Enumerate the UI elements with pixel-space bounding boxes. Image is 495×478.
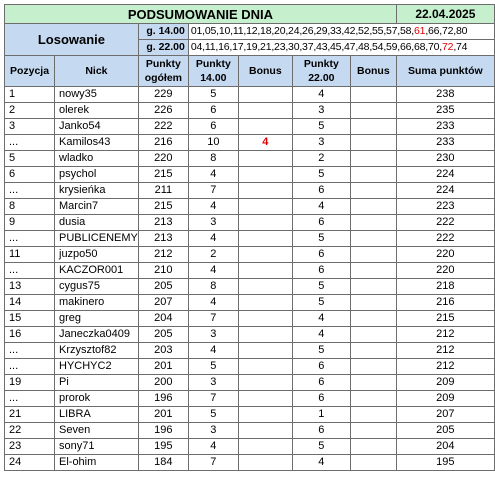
points-14-cell: 4 [188,295,238,311]
points-14-cell: 7 [188,183,238,199]
draw2-time: g. 22.00 [138,40,188,56]
position-cell: 3 [5,119,55,135]
bonus-14-cell: 4 [238,135,292,151]
points-total-cell: 213 [138,215,188,231]
nick-cell: LIBRA [55,407,139,423]
sum-cell: 209 [396,375,494,391]
points-total-cell: 201 [138,359,188,375]
table-row [5,263,495,279]
draw2-highlight-number: 72 [442,41,454,53]
table-row [5,183,495,199]
col-header-points-14: Punkty 14.00 [188,56,238,87]
position-cell: 8 [5,199,55,215]
position-cell: 11 [5,247,55,263]
sum-cell: 233 [396,135,494,151]
bonus-22-cell [350,343,396,359]
points-14-cell: 2 [188,247,238,263]
table-row [5,407,495,423]
points-22-cell: 6 [292,263,350,279]
table-row [5,167,495,183]
table-row [5,199,495,215]
bonus-22-cell [350,183,396,199]
bonus-14-cell [238,231,292,247]
position-cell: 6 [5,167,55,183]
table-row [5,423,495,439]
points-total-cell: 220 [138,151,188,167]
page-title: PODSUMOWANIE DNIA [5,5,397,24]
points-14-cell: 7 [188,311,238,327]
points-14-cell: 4 [188,439,238,455]
table-row [5,455,495,471]
points-22-cell: 5 [292,439,350,455]
bonus-14-cell [238,295,292,311]
points-14-cell: 5 [188,407,238,423]
position-cell: ... [5,391,55,407]
nick-cell: Krzysztof82 [55,343,139,359]
bonus-22-cell [350,167,396,183]
sum-cell: 222 [396,215,494,231]
bonus-22-cell [350,439,396,455]
position-cell: 16 [5,327,55,343]
position-cell: 22 [5,423,55,439]
points-total-cell: 205 [138,279,188,295]
report-date: 22.04.2025 [396,5,494,24]
points-22-cell: 4 [292,199,350,215]
points-22-cell: 6 [292,375,350,391]
bonus-22-cell [350,327,396,343]
col-header-bonus-14: Bonus [238,56,292,87]
draw1-numbers: 01,05,10,11,12,18,20,24,26,29,33,42,52,55,57,58,61,66,72,80 [188,24,494,40]
sum-cell: 224 [396,167,494,183]
position-cell: 19 [5,375,55,391]
summary-table [4,4,495,471]
table-row [5,247,495,263]
sum-cell: 218 [396,279,494,295]
bonus-14-cell [238,311,292,327]
table-row [5,343,495,359]
nick-cell: Pi [55,375,139,391]
bonus-22-cell [350,375,396,391]
position-cell: 14 [5,295,55,311]
points-total-cell: 204 [138,311,188,327]
bonus-14-cell [238,119,292,135]
bonus-22-cell [350,119,396,135]
bonus-22-cell [350,311,396,327]
bonus-14-cell [238,247,292,263]
sum-cell: 222 [396,231,494,247]
points-14-cell: 4 [188,199,238,215]
points-14-cell: 10 [188,135,238,151]
draw1-highlight-number: 61 [414,25,426,37]
sum-cell: 195 [396,455,494,471]
nick-cell: olerek [55,103,139,119]
bonus-14-cell [238,167,292,183]
col-header-bonus-22: Bonus [350,56,396,87]
table-row [5,135,495,151]
sum-cell: 220 [396,263,494,279]
points-22-cell: 6 [292,215,350,231]
position-cell: ... [5,183,55,199]
bonus-14-cell [238,359,292,375]
nick-cell: greg [55,311,139,327]
bonus-22-cell [350,135,396,151]
points-14-cell: 4 [188,263,238,279]
points-22-cell: 6 [292,423,350,439]
table-row [5,119,495,135]
points-total-cell: 203 [138,343,188,359]
bonus-22-cell [350,359,396,375]
points-22-cell: 6 [292,359,350,375]
position-cell: 2 [5,103,55,119]
sum-cell: 216 [396,295,494,311]
sum-cell: 212 [396,359,494,375]
table-row [5,279,495,295]
sum-cell: 220 [396,247,494,263]
nick-cell: Janeczka0409 [55,327,139,343]
points-total-cell: 210 [138,263,188,279]
points-total-cell: 215 [138,167,188,183]
bonus-14-cell [238,279,292,295]
nick-cell: sony71 [55,439,139,455]
table-row [5,231,495,247]
points-22-cell: 3 [292,135,350,151]
nick-cell: Kamilos43 [55,135,139,151]
nick-cell: HYCHYC2 [55,359,139,375]
bonus-22-cell [350,231,396,247]
table-row [5,359,495,375]
points-22-cell: 5 [292,343,350,359]
bonus-22-cell [350,279,396,295]
bonus-14-cell [238,151,292,167]
points-22-cell: 6 [292,247,350,263]
points-22-cell: 5 [292,231,350,247]
points-14-cell: 4 [188,167,238,183]
table-row [5,391,495,407]
bonus-14-cell [238,87,292,103]
points-22-cell: 6 [292,391,350,407]
table-row [5,327,495,343]
points-total-cell: 205 [138,327,188,343]
points-22-cell: 5 [292,167,350,183]
sum-cell: 207 [396,407,494,423]
table-row [5,215,495,231]
sum-cell: 209 [396,391,494,407]
sum-cell: 215 [396,311,494,327]
points-14-cell: 6 [188,103,238,119]
points-14-cell: 7 [188,391,238,407]
points-14-cell: 3 [188,375,238,391]
bonus-14-cell [238,263,292,279]
points-14-cell: 6 [188,119,238,135]
points-total-cell: 211 [138,183,188,199]
draw1-time: g. 14.00 [138,24,188,40]
col-header-nick: Nick [55,56,139,87]
nick-cell: Seven [55,423,139,439]
points-22-cell: 3 [292,103,350,119]
points-total-cell: 196 [138,423,188,439]
points-14-cell: 4 [188,231,238,247]
nick-cell: Janko54 [55,119,139,135]
sum-cell: 238 [396,87,494,103]
position-cell: 5 [5,151,55,167]
nick-cell: KACZOR001 [55,263,139,279]
column-header-row [5,56,495,87]
points-total-cell: 201 [138,407,188,423]
position-cell: 13 [5,279,55,295]
nick-cell: cygus75 [55,279,139,295]
table-row [5,375,495,391]
points-total-cell: 200 [138,375,188,391]
position-cell: ... [5,231,55,247]
bonus-22-cell [350,455,396,471]
table-row [5,87,495,103]
points-14-cell: 4 [188,343,238,359]
points-total-cell: 195 [138,439,188,455]
points-22-cell: 4 [292,311,350,327]
bonus-22-cell [350,423,396,439]
bonus-14-cell [238,183,292,199]
position-cell: ... [5,359,55,375]
position-cell: ... [5,263,55,279]
points-total-cell: 207 [138,295,188,311]
nick-cell: prorok [55,391,139,407]
bonus-14-cell [238,455,292,471]
bonus-22-cell [350,391,396,407]
table-row [5,103,495,119]
bonus-22-cell [350,247,396,263]
position-cell: 24 [5,455,55,471]
points-total-cell: 222 [138,119,188,135]
bonus-14-cell [238,215,292,231]
points-22-cell: 5 [292,119,350,135]
bonus-14-cell [238,391,292,407]
sum-cell: 230 [396,151,494,167]
position-cell: ... [5,135,55,151]
col-header-points-22: Punkty 22.00 [292,56,350,87]
position-cell: 15 [5,311,55,327]
bonus-14-cell [238,343,292,359]
points-22-cell: 6 [292,183,350,199]
points-22-cell: 1 [292,407,350,423]
points-14-cell: 8 [188,151,238,167]
points-22-cell: 2 [292,151,350,167]
bonus-14-cell [238,327,292,343]
sum-cell: 212 [396,343,494,359]
sum-cell: 233 [396,119,494,135]
points-14-cell: 3 [188,327,238,343]
points-14-cell: 5 [188,87,238,103]
points-14-cell: 3 [188,423,238,439]
points-total-cell: 226 [138,103,188,119]
points-22-cell: 5 [292,295,350,311]
nick-cell: El-ohim [55,455,139,471]
nick-cell: psychol [55,167,139,183]
points-22-cell: 5 [292,279,350,295]
points-14-cell: 5 [188,359,238,375]
nick-cell: wladko [55,151,139,167]
col-header-position: Pozycja [5,56,55,87]
points-total-cell: 196 [138,391,188,407]
points-14-cell: 8 [188,279,238,295]
col-header-points-total: Punkty ogółem [138,56,188,87]
points-22-cell: 4 [292,455,350,471]
bonus-22-cell [350,87,396,103]
draw-label: Losowanie [5,24,139,56]
points-total-cell: 213 [138,231,188,247]
bonus-22-cell [350,263,396,279]
points-14-cell: 7 [188,455,238,471]
bonus-14-cell [238,407,292,423]
bonus-14-cell [238,439,292,455]
position-cell: ... [5,343,55,359]
sum-cell: 224 [396,183,494,199]
sum-cell: 223 [396,199,494,215]
nick-cell: Marcin7 [55,199,139,215]
nick-cell: krysieńka [55,183,139,199]
sum-cell: 204 [396,439,494,455]
bonus-14-cell [238,103,292,119]
table-row [5,439,495,455]
position-cell: 9 [5,215,55,231]
bonus-22-cell [350,407,396,423]
col-header-sum: Suma punktów [396,56,494,87]
points-total-cell: 212 [138,247,188,263]
table-row [5,295,495,311]
bonus-14-cell [238,199,292,215]
points-22-cell: 4 [292,87,350,103]
points-total-cell: 215 [138,199,188,215]
sum-cell: 205 [396,423,494,439]
draw2-numbers: 04,11,16,17,19,21,23,30,37,43,45,47,48,54,59,66,68,70,72,74 [188,40,494,56]
table-row [5,151,495,167]
points-22-cell: 4 [292,327,350,343]
nick-cell: dusia [55,215,139,231]
bonus-14-cell [238,423,292,439]
nick-cell: juzpo50 [55,247,139,263]
position-cell: 21 [5,407,55,423]
nick-cell: nowy35 [55,87,139,103]
bonus-22-cell [350,151,396,167]
sum-cell: 235 [396,103,494,119]
position-cell: 1 [5,87,55,103]
points-total-cell: 216 [138,135,188,151]
bonus-22-cell [350,103,396,119]
sum-cell: 212 [396,327,494,343]
nick-cell: makinero [55,295,139,311]
bonus-14-cell [238,375,292,391]
bonus-22-cell [350,199,396,215]
points-total-cell: 184 [138,455,188,471]
points-total-cell: 229 [138,87,188,103]
bonus-22-cell [350,215,396,231]
table-row [5,311,495,327]
position-cell: 23 [5,439,55,455]
points-14-cell: 3 [188,215,238,231]
nick-cell: PUBLICENEMY [55,231,139,247]
bonus-22-cell [350,295,396,311]
